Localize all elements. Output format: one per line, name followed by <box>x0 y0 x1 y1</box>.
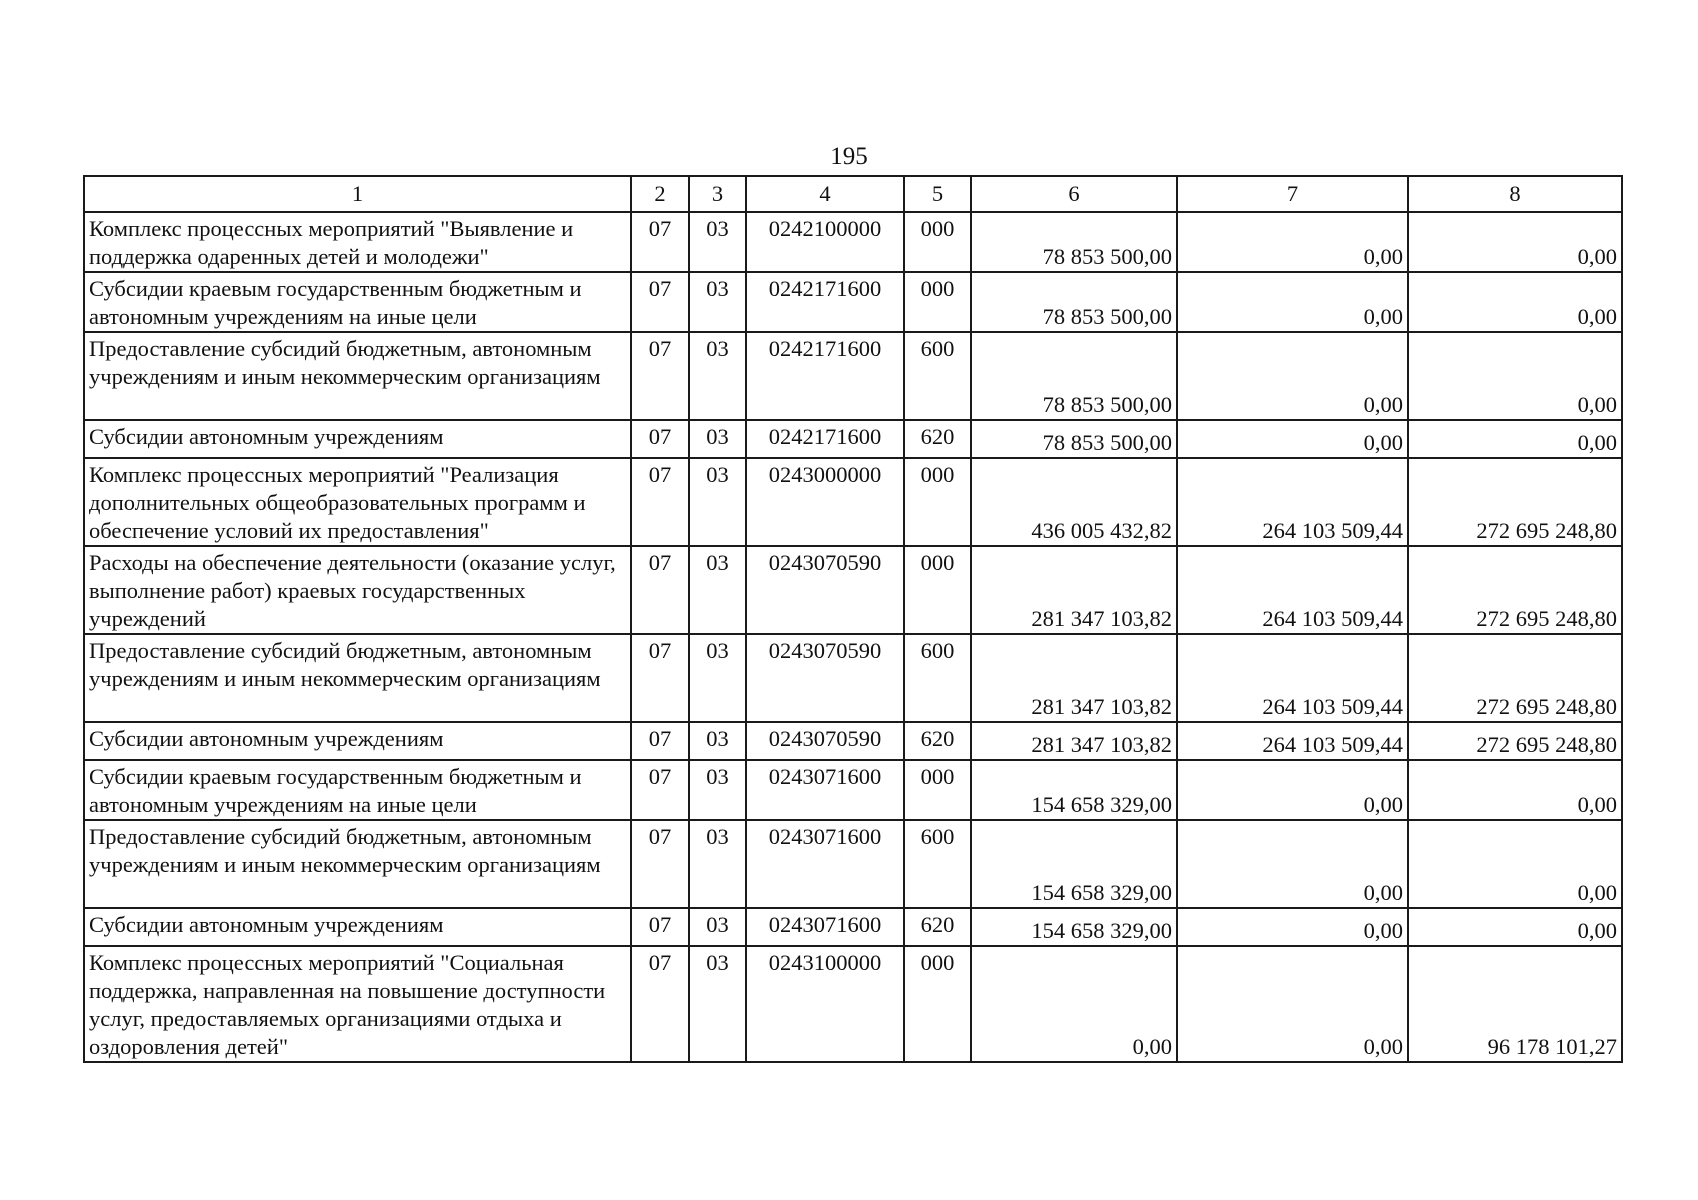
table-row <box>84 546 1622 634</box>
row-subsection-code: 03 <box>689 458 746 546</box>
row-amount-col-6: 281 347 103,82 <box>971 722 1177 760</box>
row-amount-col-8: 272 695 248,80 <box>1408 722 1622 760</box>
row-section-code: 07 <box>631 272 689 332</box>
row-expense-type-code: 600 <box>904 820 971 908</box>
row-name: Комплекс процессных мероприятий "Выявление и поддержка одаренных детей и молодежи" <box>84 212 631 272</box>
table-row <box>84 420 1622 458</box>
row-subsection-code: 03 <box>689 634 746 722</box>
row-expense-type-code: 600 <box>904 634 971 722</box>
row-subsection-code: 03 <box>689 820 746 908</box>
table-header <box>84 176 1622 212</box>
row-expense-type-code: 620 <box>904 722 971 760</box>
row-expense-type-code: 000 <box>904 946 971 1062</box>
row-section-code: 07 <box>631 634 689 722</box>
row-amount-col-8: 272 695 248,80 <box>1408 458 1622 546</box>
row-amount-col-8: 0,00 <box>1408 820 1622 908</box>
header-col-7: 7 <box>1177 176 1408 212</box>
row-expense-type-code: 000 <box>904 272 971 332</box>
row-amount-col-6: 0,00 <box>971 946 1177 1062</box>
row-section-code: 07 <box>631 722 689 760</box>
row-amount-col-7: 0,00 <box>1177 760 1408 820</box>
row-name: Предоставление субсидий бюджетным, автономным учреждениям и иным некоммерческим организациям <box>84 332 631 420</box>
row-target-code: 0243070590 <box>746 634 904 722</box>
row-name: Субсидии автономным учреждениям <box>84 722 631 760</box>
row-section-code: 07 <box>631 908 689 946</box>
row-section-code: 07 <box>631 212 689 272</box>
row-amount-col-8: 0,00 <box>1408 332 1622 420</box>
row-target-code: 0243070590 <box>746 722 904 760</box>
row-target-code: 0243071600 <box>746 760 904 820</box>
table-row <box>84 946 1622 1062</box>
table-row <box>84 634 1622 722</box>
row-section-code: 07 <box>631 458 689 546</box>
header-col-5: 5 <box>904 176 971 212</box>
row-section-code: 07 <box>631 420 689 458</box>
row-amount-col-7: 264 103 509,44 <box>1177 722 1408 760</box>
row-amount-col-6: 436 005 432,82 <box>971 458 1177 546</box>
row-amount-col-8: 0,00 <box>1408 420 1622 458</box>
row-amount-col-8: 0,00 <box>1408 212 1622 272</box>
row-subsection-code: 03 <box>689 332 746 420</box>
row-name: Субсидии автономным учреждениям <box>84 908 631 946</box>
row-amount-col-7: 264 103 509,44 <box>1177 458 1408 546</box>
row-amount-col-6: 78 853 500,00 <box>971 212 1177 272</box>
row-amount-col-7: 264 103 509,44 <box>1177 634 1408 722</box>
row-subsection-code: 03 <box>689 272 746 332</box>
header-col-3: 3 <box>689 176 746 212</box>
row-name: Предоставление субсидий бюджетным, автономным учреждениям и иным некоммерческим организациям <box>84 820 631 908</box>
row-name: Субсидии краевым государственным бюджетным и автономным учреждениям на иные цели <box>84 760 631 820</box>
row-amount-col-7: 0,00 <box>1177 212 1408 272</box>
row-target-code: 0243070590 <box>746 546 904 634</box>
table-row <box>84 332 1622 420</box>
page-number: 195 <box>830 143 868 170</box>
row-amount-col-6: 281 347 103,82 <box>971 546 1177 634</box>
header-col-2: 2 <box>631 176 689 212</box>
row-amount-col-7: 0,00 <box>1177 420 1408 458</box>
row-amount-col-6: 154 658 329,00 <box>971 908 1177 946</box>
row-amount-col-7: 0,00 <box>1177 820 1408 908</box>
table-row <box>84 722 1622 760</box>
row-amount-col-6: 78 853 500,00 <box>971 272 1177 332</box>
row-subsection-code: 03 <box>689 212 746 272</box>
row-expense-type-code: 000 <box>904 760 971 820</box>
row-name: Предоставление субсидий бюджетным, автономным учреждениям и иным некоммерческим организациям <box>84 634 631 722</box>
row-name: Комплекс процессных мероприятий "Реализация дополнительных общеобразовательных программ и обеспечение условий их предоставления" <box>84 458 631 546</box>
row-expense-type-code: 000 <box>904 458 971 546</box>
table-row <box>84 820 1622 908</box>
table-row <box>84 212 1622 272</box>
row-target-code: 0243071600 <box>746 908 904 946</box>
row-target-code: 0242100000 <box>746 212 904 272</box>
header-col-6: 6 <box>971 176 1177 212</box>
row-amount-col-8: 0,00 <box>1408 760 1622 820</box>
row-expense-type-code: 620 <box>904 420 971 458</box>
row-section-code: 07 <box>631 946 689 1062</box>
row-amount-col-6: 78 853 500,00 <box>971 332 1177 420</box>
table-row <box>84 458 1622 546</box>
header-col-8: 8 <box>1408 176 1622 212</box>
row-subsection-code: 03 <box>689 760 746 820</box>
row-name: Субсидии автономным учреждениям <box>84 420 631 458</box>
row-amount-col-8: 0,00 <box>1408 272 1622 332</box>
row-target-code: 0242171600 <box>746 420 904 458</box>
table-body <box>84 212 1622 1062</box>
row-amount-col-7: 264 103 509,44 <box>1177 546 1408 634</box>
row-amount-col-8: 96 178 101,27 <box>1408 946 1622 1062</box>
row-amount-col-6: 154 658 329,00 <box>971 820 1177 908</box>
table-row <box>84 760 1622 820</box>
row-section-code: 07 <box>631 546 689 634</box>
row-name: Субсидии краевым государственным бюджетным и автономным учреждениям на иные цели <box>84 272 631 332</box>
row-target-code: 0242171600 <box>746 272 904 332</box>
header-col-1: 1 <box>84 176 631 212</box>
row-amount-col-8: 0,00 <box>1408 908 1622 946</box>
row-target-code: 0243071600 <box>746 820 904 908</box>
row-expense-type-code: 620 <box>904 908 971 946</box>
row-amount-col-7: 0,00 <box>1177 908 1408 946</box>
row-name: Комплекс процессных мероприятий "Социальная поддержка, направленная на повышение доступности услуг, предоставляемых организациями отдыха и оздоровления детей" <box>84 946 631 1062</box>
row-subsection-code: 03 <box>689 722 746 760</box>
row-amount-col-6: 78 853 500,00 <box>971 420 1177 458</box>
row-amount-col-7: 0,00 <box>1177 332 1408 420</box>
header-row <box>84 176 1622 212</box>
header-col-4: 4 <box>746 176 904 212</box>
table-row <box>84 272 1622 332</box>
row-section-code: 07 <box>631 332 689 420</box>
row-amount-col-8: 272 695 248,80 <box>1408 634 1622 722</box>
budget-table <box>83 175 1623 1063</box>
row-amount-col-8: 272 695 248,80 <box>1408 546 1622 634</box>
row-amount-col-7: 0,00 <box>1177 272 1408 332</box>
row-subsection-code: 03 <box>689 908 746 946</box>
row-subsection-code: 03 <box>689 946 746 1062</box>
row-section-code: 07 <box>631 820 689 908</box>
row-amount-col-6: 281 347 103,82 <box>971 634 1177 722</box>
row-target-code: 0243100000 <box>746 946 904 1062</box>
row-section-code: 07 <box>631 760 689 820</box>
row-expense-type-code: 000 <box>904 212 971 272</box>
row-target-code: 0243000000 <box>746 458 904 546</box>
row-target-code: 0242171600 <box>746 332 904 420</box>
row-amount-col-6: 154 658 329,00 <box>971 760 1177 820</box>
row-expense-type-code: 600 <box>904 332 971 420</box>
table-row <box>84 908 1622 946</box>
row-name: Расходы на обеспечение деятельности (оказание услуг, выполнение работ) краевых государственных учреждений <box>84 546 631 634</box>
row-expense-type-code: 000 <box>904 546 971 634</box>
row-subsection-code: 03 <box>689 420 746 458</box>
row-subsection-code: 03 <box>689 546 746 634</box>
row-amount-col-7: 0,00 <box>1177 946 1408 1062</box>
